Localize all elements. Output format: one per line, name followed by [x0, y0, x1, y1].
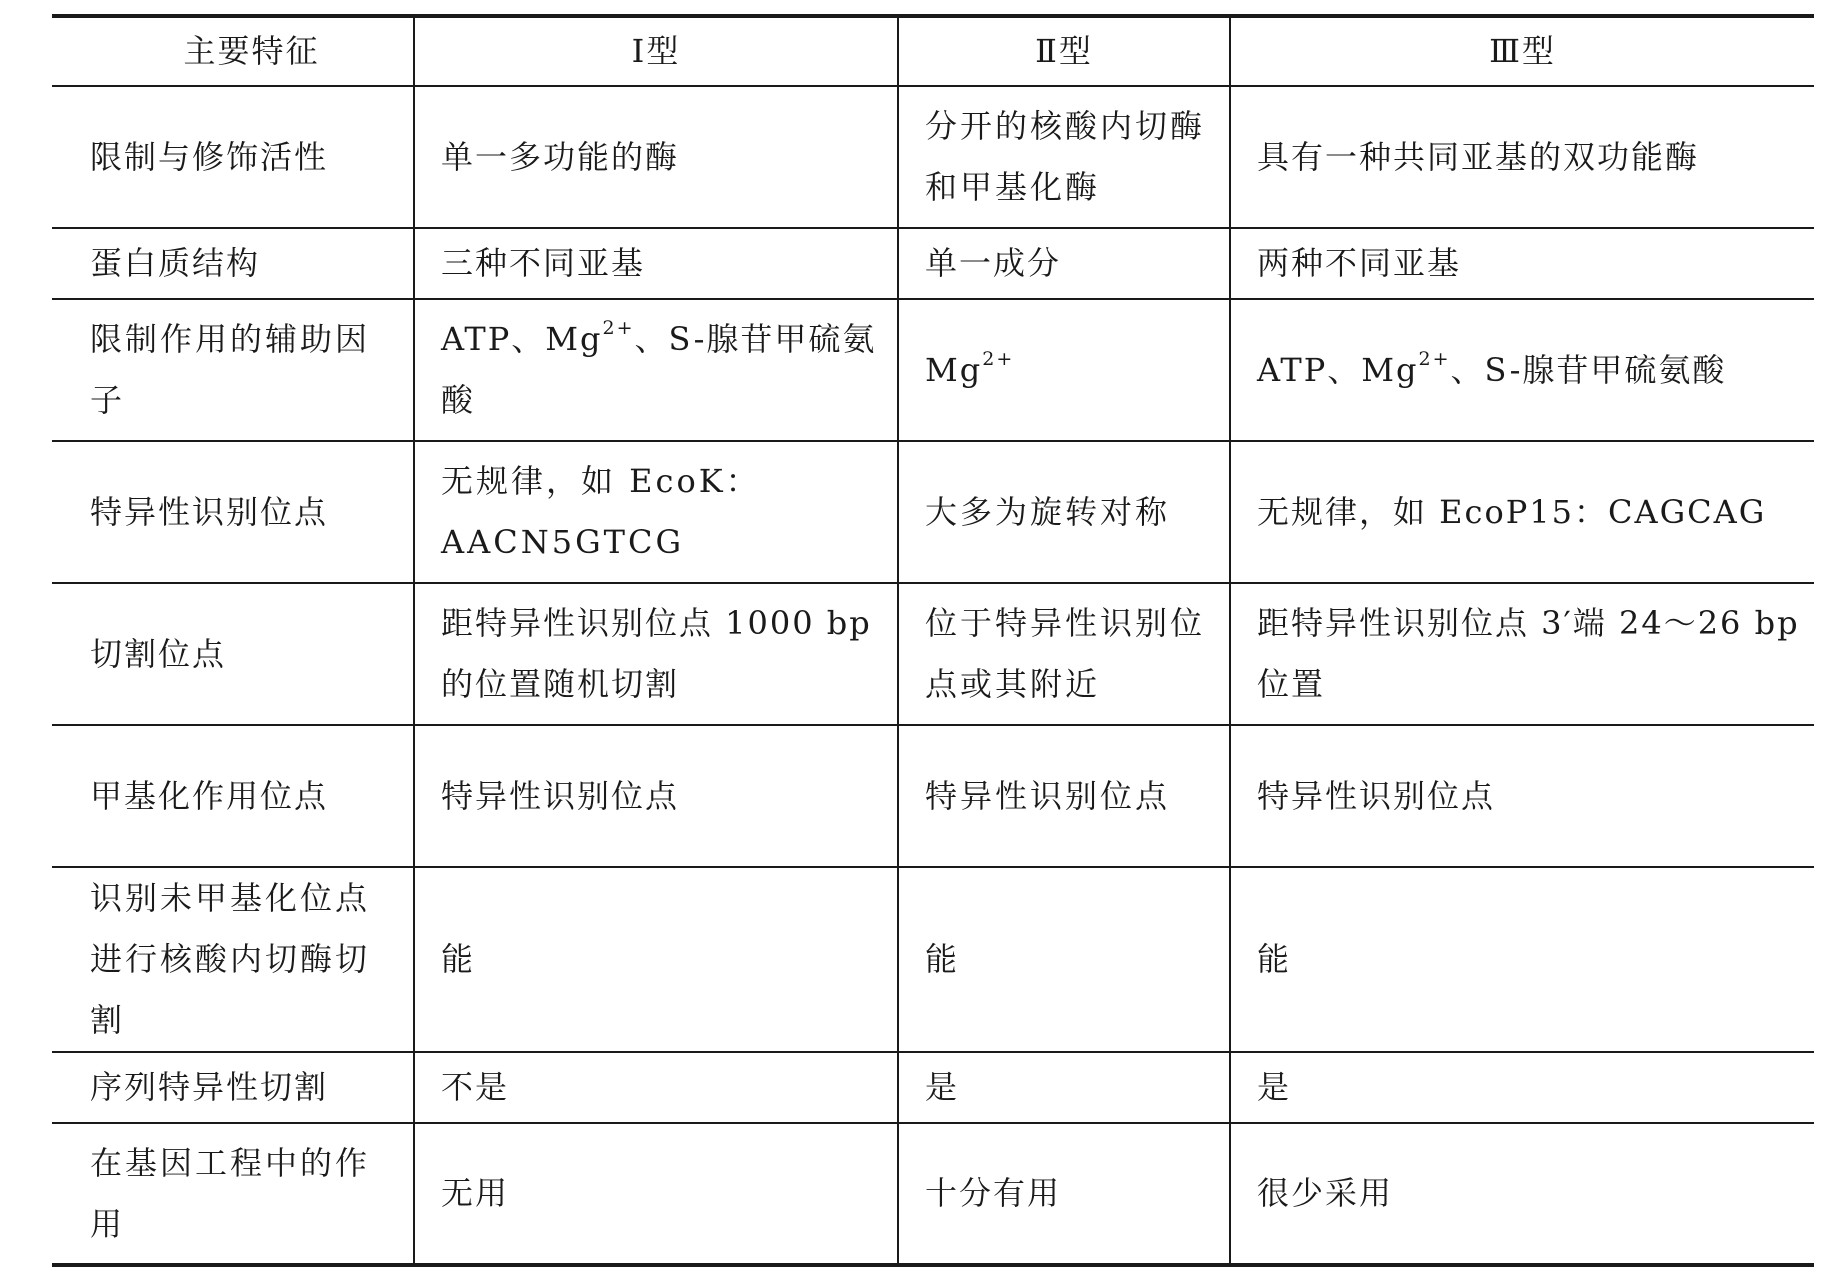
- cofactor-text: 、S-腺苷甲硫氨酸: [1450, 350, 1727, 389]
- restriction-enzyme-comparison-table: [52, 14, 1814, 1267]
- table-row: [52, 441, 1814, 583]
- type2-cell: 特异性识别位点: [898, 725, 1230, 867]
- header-type1: Ⅰ型: [414, 16, 898, 86]
- cofactor-text: Mg: [925, 350, 983, 389]
- type3-cell: 具有一种共同亚基的双功能酶: [1230, 86, 1814, 228]
- feature-cell: 蛋白质结构: [90, 244, 261, 282]
- cofactor-superscript: 2+: [982, 347, 1015, 370]
- type1-cell: 无规律，如 EcoK：AACN5GTCG: [414, 441, 898, 583]
- feature-cell: 限制作用的辅助因子: [90, 320, 371, 419]
- type3-cell: 能: [1230, 867, 1814, 1052]
- cofactor-text: ATP、Mg: [1257, 350, 1419, 389]
- table-header-row: [52, 16, 1814, 86]
- type1-cell: 三种不同亚基: [414, 228, 898, 299]
- header-type2: Ⅱ型: [898, 16, 1230, 86]
- cofactor-superscript: 2+: [602, 317, 635, 340]
- type2-cell: 大多为旋转对称: [898, 441, 1230, 583]
- type2-cell: 位于特异性识别位点或其附近: [898, 583, 1230, 725]
- type3-cell: 无规律，如 EcoP15：CAGCAG: [1230, 441, 1814, 583]
- type2-cell: 分开的核酸内切酶和甲基化酶: [898, 86, 1230, 228]
- type2-cell: 是: [898, 1052, 1230, 1123]
- table-row: [52, 228, 1814, 299]
- type3-cell: [1230, 299, 1814, 441]
- type2-cell: 单一成分: [898, 228, 1230, 299]
- table-row: [52, 867, 1814, 1052]
- type2-cell: 能: [898, 867, 1230, 1052]
- table-row: [52, 725, 1814, 867]
- table-row: [52, 583, 1814, 725]
- feature-cell: 切割位点: [90, 634, 227, 673]
- type1-cell: [414, 299, 898, 441]
- type3-cell: 距特异性识别位点 3′端 24～26 bp 位置: [1230, 583, 1814, 725]
- table-row: [52, 1052, 1814, 1123]
- cofactor-superscript: 2+: [1418, 347, 1451, 370]
- cofactor-text: 、S-腺苷甲硫氨酸: [441, 320, 877, 419]
- feature-cell: 识别未甲基化位点进行核酸内切酶切割: [90, 879, 371, 1039]
- type1-cell: 不是: [414, 1052, 898, 1123]
- type2-cell: [898, 299, 1230, 441]
- feature-cell: 限制与修饰活性: [90, 137, 329, 176]
- type3-cell: 两种不同亚基: [1230, 228, 1814, 299]
- table-row: [52, 1123, 1814, 1265]
- type1-cell: 无用: [414, 1123, 898, 1265]
- table-row: [52, 299, 1814, 441]
- type3-cell: 是: [1230, 1052, 1814, 1123]
- feature-cell: 甲基化作用位点: [90, 776, 329, 815]
- header-type3: Ⅲ型: [1230, 16, 1814, 86]
- feature-cell: 特异性识别位点: [90, 492, 329, 531]
- type2-cell: 十分有用: [898, 1123, 1230, 1265]
- feature-cell: 在基因工程中的作用: [90, 1143, 371, 1243]
- type1-cell: 单一多功能的酶: [414, 86, 898, 228]
- header-feature: 主要特征: [183, 32, 320, 70]
- cofactor-text: ATP、Mg: [441, 320, 603, 358]
- type3-cell: 特异性识别位点: [1230, 725, 1814, 867]
- feature-cell: 序列特异性切割: [90, 1068, 329, 1106]
- type1-cell: 特异性识别位点: [414, 725, 898, 867]
- table-row: [52, 86, 1814, 228]
- type3-cell: 很少采用: [1230, 1123, 1814, 1265]
- type1-cell: 能: [414, 867, 898, 1052]
- type1-cell: 距特异性识别位点 1000 bp 的位置随机切割: [414, 583, 898, 725]
